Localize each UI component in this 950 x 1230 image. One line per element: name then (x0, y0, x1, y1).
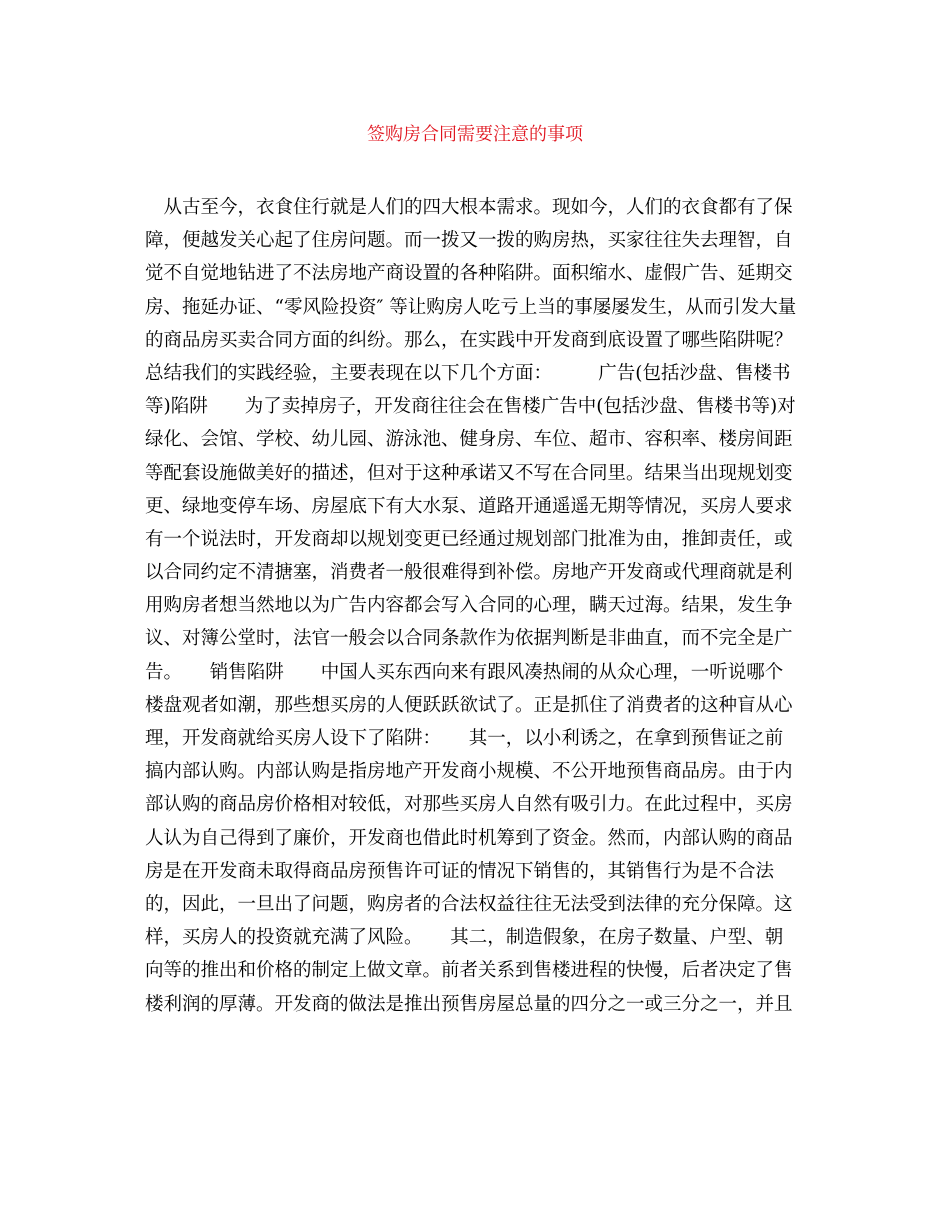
body-line: 部认购的商品房价格相对较低，对那些买房人自然有吸引力。在此过程中，买房 (145, 794, 793, 816)
body-line: 房是在开发商未取得商品房预售许可证的情况下销售的，其销售行为是不合法 (145, 860, 775, 882)
body-line: 的，因此，一旦出了问题，购房者的合法权益往往无法受到法律的充分保障。这 (145, 893, 793, 915)
body-line: 更、绿地变停车场、房屋底下有大水泵、道路开通遥遥无期等情况，买房人要求 (145, 495, 793, 517)
body-line: 有一个说法时，开发商却以规划变更已经通过规划部门批准为由，推卸责任，或 (145, 528, 793, 550)
body-line: 楼利润的厚薄。开发商的做法是推出预售房屋总量的四分之一或三分之一，并且 (145, 993, 793, 1015)
body-line: 觉不自觉地钻进了不法房地产商设置的各种陷阱。面积缩水、虚假广告、延期交 (145, 263, 793, 285)
body-line: 总结我们的实践经验，主要表现在以下几个方面： 广告(包括沙盘、售楼书 (145, 362, 791, 384)
body-line: 告。 销售陷阱 中国人买东西向来有跟风凑热闹的从众心理，一听说哪个 (145, 661, 784, 683)
body-line: 用购房者想当然地以为广告内容都会写入合同的心理，瞒天过海。结果，发生争 (145, 595, 793, 617)
body-line: 人认为自己得到了廉价，开发商也借此时机筹到了资金。然而，内部认购的商品 (145, 827, 793, 849)
body-line: 搞内部认购。内部认购是指房地产开发商小规模、不公开地预售商品房。由于内 (145, 761, 793, 783)
body-line: 从古至今，衣食住行就是人们的四大根本需求。现如今，人们的衣食都有了保 (145, 197, 793, 218)
body-line: 房、拖延办证、“零风险投资″ 等让购房人吃亏上当的事屡屡发生，从而引发大量 (145, 296, 797, 318)
body-line: 的商品房买卖合同方面的纠纷。那么，在实践中开发商到底设置了哪些陷阱呢？ (145, 329, 793, 351)
body-line: 等)陷阱 为了卖掉房子，开发商往往会在售楼广告中(包括沙盘、售楼书等)对 (145, 396, 796, 418)
body-line: 等配套设施做美好的描述，但对于这种承诺又不写在合同里。结果当出现规划变 (145, 462, 793, 484)
body-line: 障，便越发关心起了住房问题。而一拨又一拨的购房热，买家往往失去理智，自 (145, 230, 793, 252)
document-body (145, 191, 815, 1021)
body-line: 议、对簿公堂时，法官一般会以合同条款作为依据判断是非曲直，而不完全是广 (145, 628, 793, 650)
document-title: 签购房合同需要注意的事项 (367, 124, 583, 145)
body-line: 以合同约定不清搪塞，消费者一般很难得到补偿。房地产开发商或代理商就是利 (145, 562, 793, 584)
body-line: 向等的推出和价格的制定上做文章。前者关系到售楼进程的快慢，后者决定了售 (145, 960, 793, 982)
body-line: 样，买房人的投资就充满了风险。 其二，制造假象，在房子数量、户型、朝 (145, 927, 784, 949)
body-line: 理，开发商就给买房人设下了陷阱： 其一，以小利诱之，在拿到预售证之前 (145, 728, 784, 749)
body-line: 楼盘观者如潮，那些想买房的人便跃跃欲试了。正是抓住了消费者的这种盲从心 (145, 694, 793, 716)
body-line: 绿化、会馆、学校、幼儿园、游泳池、健身房、车位、超市、容积率、楼房间距 (145, 429, 793, 451)
